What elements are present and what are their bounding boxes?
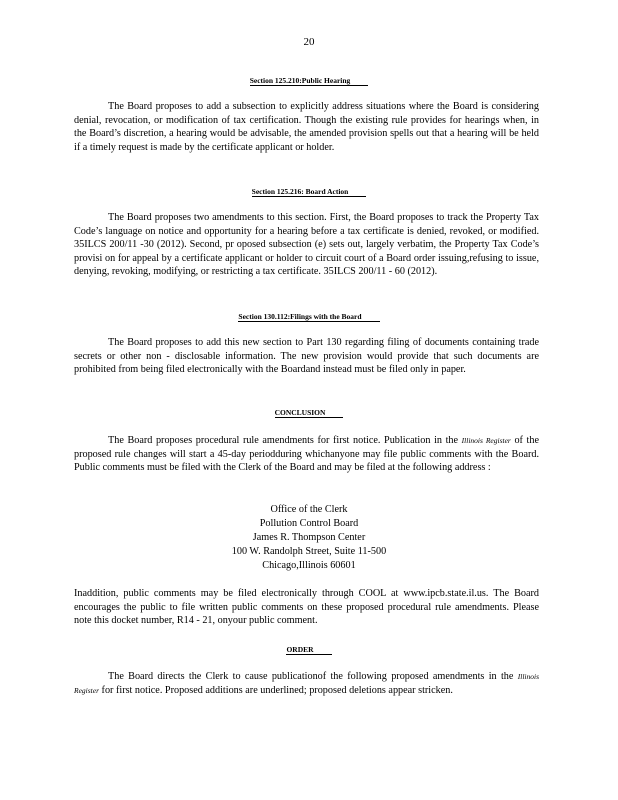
address-line: James R. Thompson Center: [252, 532, 366, 543]
clerk-address: [0, 503, 618, 573]
section-heading-130-112: Section 130.112:Filings with the Board: [0, 312, 618, 322]
conclusion-paragraph: The Board proposes procedural rule amendments for first notice. Publication in the Illinois Register of the proposed rule changes will start a 45-day periodduring whichanyone may file public comments with the Board. Public comments must be filed with the Clerk of the Board and may be filed at the following address :: [74, 435, 539, 474]
conclusion-closing-paragraph: Inaddition, public comments may be filed electronically through COOL at www.ipcb.state.il.us. The Board encourages the public to file written public comments on these proposed procedural rule amendments. Please note this docket number, R14 - 21, onyour public comment.: [74, 588, 539, 627]
section-heading-125-216: Section 125.216: Board Action: [0, 187, 618, 197]
section-heading-125-210: Section 125.210:Public Hearing: [0, 76, 618, 86]
address-line: Chicago,Illinois 60601: [262, 560, 356, 571]
address-line: Pollution Control Board: [259, 518, 359, 529]
page-number: 20: [303, 36, 315, 48]
conclusion-heading: CONCLUSION: [0, 408, 618, 418]
address-line: Office of the Clerk: [270, 504, 348, 515]
order-paragraph: The Board directs the Clerk to cause publicationof the following proposed amendments in the Illinois Register for first notice. Proposed additions are underlined; proposed deletions appear stricken.: [74, 671, 540, 696]
order-heading: ORDER: [0, 645, 618, 655]
illinois-register-italic: Illinois Register: [461, 436, 511, 445]
section-paragraph-130-112: The Board proposes to add this new section to Part 130 regarding filing of documents containing trade secrets or other non - disclosable information. The new provision would provide that such documents are prohibited from being filed electronically with the Boardand instead must be filed only in paper.: [74, 337, 539, 376]
illinois-register-italic: Illinois Register: [74, 672, 540, 695]
address-line: 100 W. Randolph Street, Suite 11-500: [231, 546, 387, 557]
section-paragraph-125-216: The Board proposes two amendments to this section. First, the Board proposes to track the Property Tax Code’s language on notice and opportunity for a hearing before a tax certificate is denied, revoked, or modified. 35ILCS 200/11 -30 (2012). Second, pr oposed subsection (e) sets out, largely verbatim, the Property Tax Code’s provisi on for appeal by a certificate applicant or holder to circuit court of a Board order issuing,refusing to issue, denying, revoking, modifying, or restricting a tax certificate. 35ILCS 200/11 - 60 (2012).: [74, 212, 539, 278]
section-paragraph-125-210: The Board proposes to add a subsection to explicitly address situations where the Board is considering denial, revocation, or modification of tax certification. Though the existing rule provides for hearings when, in the Board’s discretion, a hearing would be advisable, the amended provision spells out that a hearing will be held if a timely request is made by the certificate applicant or holder.: [74, 101, 539, 153]
